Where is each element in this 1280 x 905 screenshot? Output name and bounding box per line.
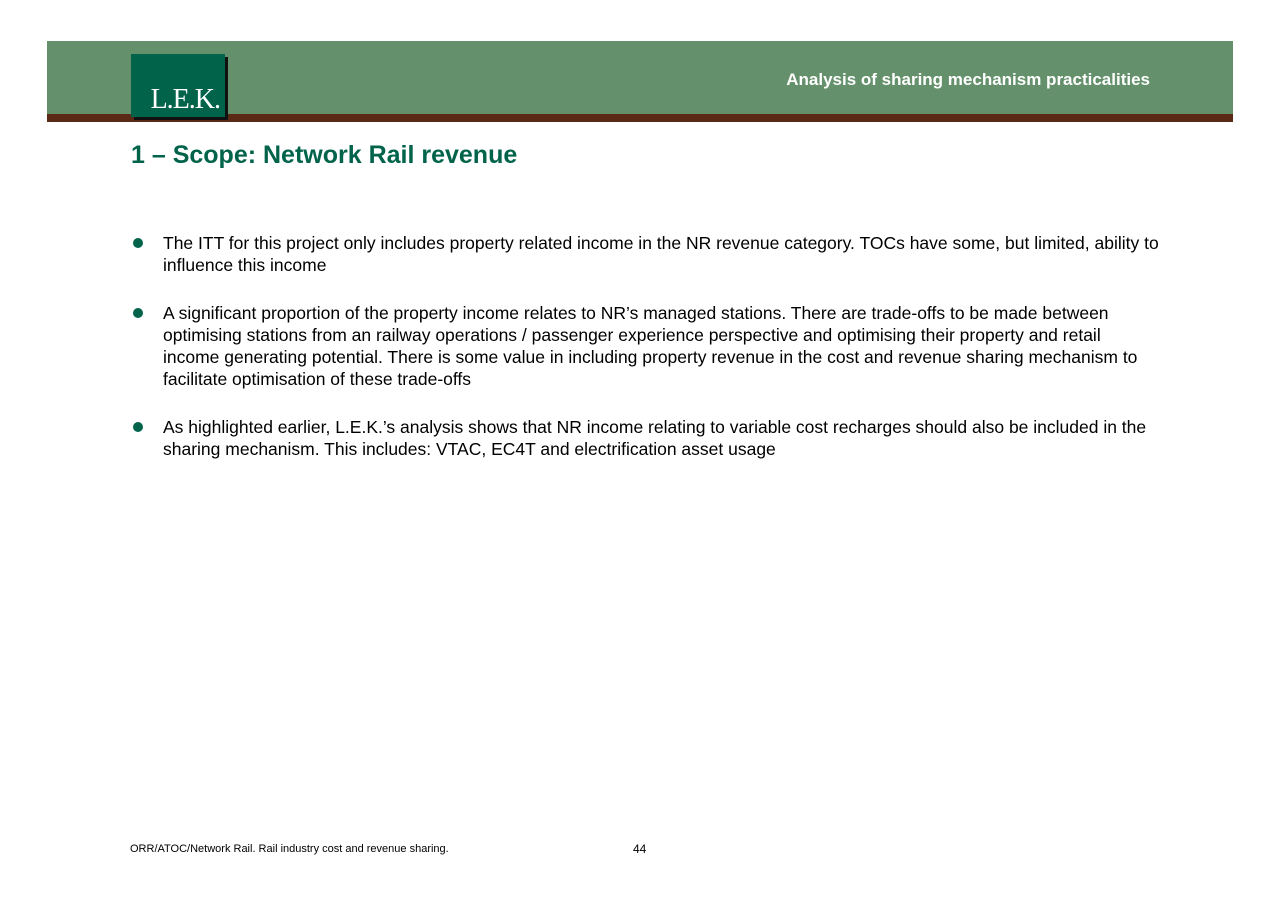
logo-text: L.E.K. — [150, 84, 220, 115]
bullet-text: The ITT for this project only includes property related income in the NR revenue category. TOCs have some, but limited, ability to influence this income — [163, 233, 1159, 275]
footer-source: ORR/ATOC/Network Rail. Rail industry cost and revenue sharing. — [130, 843, 449, 855]
header-title: Analysis of sharing mechanism practicalities — [786, 70, 1150, 89]
bullet-item — [131, 302, 1161, 390]
company-logo — [131, 54, 225, 117]
bullet-item — [131, 416, 1161, 460]
bullet-list — [131, 232, 1161, 486]
page-title: 1 – Scope: Network Rail revenue — [131, 141, 518, 169]
bullet-dot-icon — [133, 308, 143, 318]
bullet-dot-icon — [133, 422, 143, 432]
page-number: 44 — [633, 842, 647, 856]
bullet-dot-icon — [133, 238, 143, 248]
bullet-text: As highlighted earlier, L.E.K.’s analysis shows that NR income relating to variable cost recharges should also be included in the sharing mechanism. This includes: VTAC, EC4T and electrification asset usage — [163, 417, 1147, 459]
bullet-item — [131, 232, 1161, 276]
bullet-text: A significant proportion of the property income relates to NR’s managed stations. There are trade-offs to be made between optimising stations from an railway operations / passenger experience perspective and optimising their property and retail income generating potential. There is some value in including property revenue in the cost and revenue sharing mechanism to facilitate optimisation of these trade-offs — [163, 303, 1138, 389]
